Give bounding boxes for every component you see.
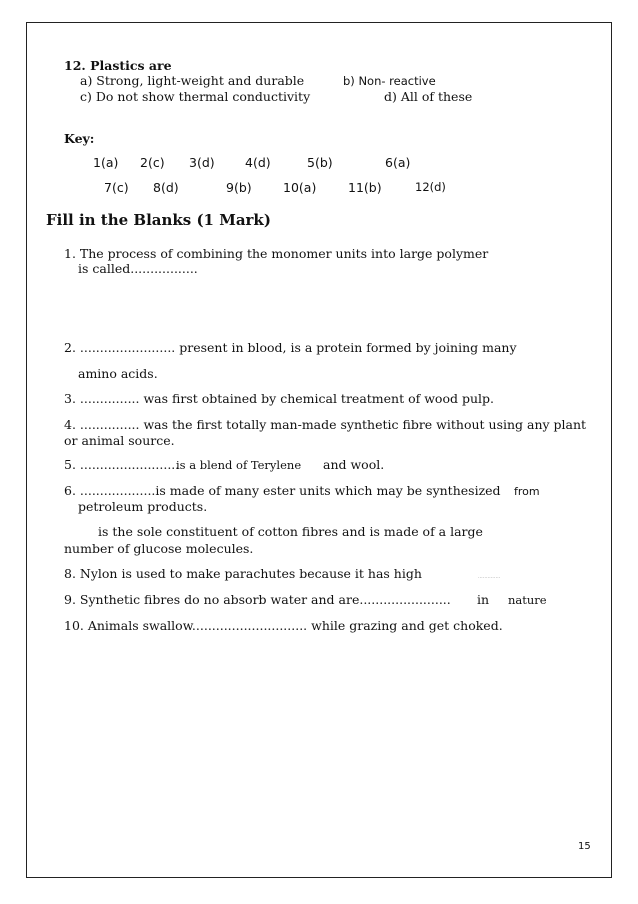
question-3: 3. ............... was first obtained by chemical treatment of wood pulp. xyxy=(64,391,494,406)
key-answer: 5(b) xyxy=(307,155,333,170)
question-9-nature: nature xyxy=(508,593,547,607)
key-title: Key: xyxy=(64,131,95,146)
key-answer: 11(b) xyxy=(348,180,382,195)
question-8-blank: .............. xyxy=(478,574,501,580)
key-answer: 4(d) xyxy=(245,155,271,170)
question-12-option-d: d) All of these xyxy=(384,89,473,104)
question-10: 10. Animals swallow............................. while grazing and get choked. xyxy=(64,618,503,633)
question-6-line-1: 6. ...................is made of many ester units which may be synthesized xyxy=(64,483,501,498)
page-border xyxy=(26,22,612,878)
question-2-line-1: 2. ........................ present in blood, is a protein formed by joining many xyxy=(64,340,517,355)
question-1-line-2: is called................. xyxy=(78,261,198,276)
question-4-line-1: 4. ............... was the first totally man-made synthetic fibre without using any plant xyxy=(64,417,587,432)
question-12-option-c: c) Do not show thermal conductivity xyxy=(80,89,311,104)
fill-blanks-title: Fill in the Blanks (1 Mark) xyxy=(46,211,271,229)
question-8: 8. Nylon is used to make parachutes because it has high xyxy=(64,566,422,581)
page-number: 15 xyxy=(578,841,591,852)
key-answer: 2(c) xyxy=(140,155,165,170)
key-answer: 10(a) xyxy=(283,180,317,195)
question-12-option-b: b) Non- reactive xyxy=(343,74,436,88)
key-answer: 3(d) xyxy=(189,155,215,170)
question-6-line-2: petroleum products. xyxy=(78,499,208,514)
key-answer: 12(d) xyxy=(415,180,446,194)
question-6-from: from xyxy=(514,485,540,498)
question-5-middle: is a blend of Terylene xyxy=(176,458,302,472)
question-12-option-a: a) Strong, light-weight and durable xyxy=(80,73,305,88)
key-answer: 8(d) xyxy=(153,180,179,195)
key-answer: 7(c) xyxy=(104,180,129,195)
key-answer: 9(b) xyxy=(226,180,252,195)
question-5-suffix: and wool. xyxy=(323,457,385,472)
question-7-line-1: is the sole constituent of cotton fibres and is made of a large xyxy=(98,524,483,539)
question-9-in: in xyxy=(477,592,490,607)
key-answer: 1(a) xyxy=(93,155,119,170)
question-4-line-2: or animal source. xyxy=(64,433,175,448)
key-answer: 6(a) xyxy=(385,155,411,170)
question-9: 9. Synthetic fibres do no absorb water and are....................... xyxy=(64,592,451,607)
question-5-prefix: 5. ......................... xyxy=(64,457,180,472)
question-7-line-2: number of glucose molecules. xyxy=(64,541,254,556)
question-2-line-2: amino acids. xyxy=(78,366,158,381)
question-12-title: 12. Plastics are xyxy=(64,58,172,73)
question-1-line-1: 1. The process of combining the monomer units into large polymer xyxy=(64,246,489,261)
